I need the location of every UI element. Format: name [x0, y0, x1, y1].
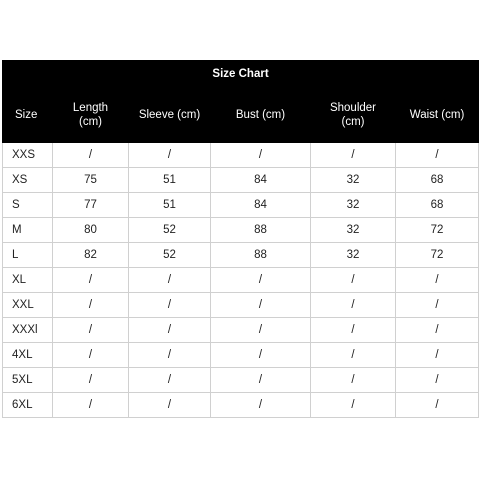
cell-size: M: [3, 218, 53, 243]
cell-bust: /: [211, 293, 311, 318]
cell-length: /: [53, 268, 129, 293]
table-row: [3, 368, 479, 393]
cell-waist: 68: [396, 193, 479, 218]
cell-sleeve: /: [129, 143, 211, 168]
cell-size: XXXl: [3, 318, 53, 343]
cell-shoulder: /: [311, 318, 396, 343]
cell-shoulder: /: [311, 143, 396, 168]
header-size: Size: [3, 88, 53, 143]
cell-sleeve: /: [129, 393, 211, 418]
cell-waist: 72: [396, 243, 479, 268]
header-shoulder-line2: (cm): [341, 116, 365, 128]
header-sleeve: Sleeve (cm): [129, 88, 211, 143]
cell-bust: /: [211, 393, 311, 418]
table-row: [3, 243, 479, 268]
header-row: [3, 88, 479, 143]
cell-waist: /: [396, 293, 479, 318]
table-title: Size Chart: [3, 61, 479, 88]
cell-sleeve: 52: [129, 218, 211, 243]
cell-sleeve: /: [129, 268, 211, 293]
cell-bust: /: [211, 268, 311, 293]
cell-shoulder: /: [311, 393, 396, 418]
cell-waist: /: [396, 268, 479, 293]
cell-bust: 84: [211, 193, 311, 218]
cell-sleeve: 52: [129, 243, 211, 268]
cell-bust: 84: [211, 168, 311, 193]
cell-sleeve: 51: [129, 168, 211, 193]
cell-bust: /: [211, 343, 311, 368]
cell-length: /: [53, 143, 129, 168]
cell-size: 4XL: [3, 343, 53, 368]
cell-shoulder: 32: [311, 193, 396, 218]
cell-shoulder: /: [311, 368, 396, 393]
cell-bust: /: [211, 143, 311, 168]
table-row: [3, 218, 479, 243]
table-row: [3, 318, 479, 343]
cell-waist: /: [396, 368, 479, 393]
cell-sleeve: /: [129, 293, 211, 318]
header-length-line2: (cm): [79, 116, 102, 128]
cell-shoulder: /: [311, 343, 396, 368]
cell-size: XL: [3, 268, 53, 293]
title-row: [3, 61, 479, 88]
table-row: [3, 268, 479, 293]
cell-length: 75: [53, 168, 129, 193]
cell-length: 77: [53, 193, 129, 218]
table-row: [3, 343, 479, 368]
cell-waist: 68: [396, 168, 479, 193]
table-row: [3, 143, 479, 168]
cell-waist: /: [396, 343, 479, 368]
cell-shoulder: /: [311, 293, 396, 318]
cell-bust: 88: [211, 218, 311, 243]
cell-size: 6XL: [3, 393, 53, 418]
cell-shoulder: 32: [311, 243, 396, 268]
cell-bust: 88: [211, 243, 311, 268]
cell-length: /: [53, 293, 129, 318]
cell-waist: /: [396, 318, 479, 343]
cell-size: 5XL: [3, 368, 53, 393]
cell-length: 80: [53, 218, 129, 243]
size-chart-table: [2, 60, 479, 418]
cell-sleeve: 51: [129, 193, 211, 218]
table-row: [3, 168, 479, 193]
cell-shoulder: 32: [311, 218, 396, 243]
cell-size: XXL: [3, 293, 53, 318]
cell-shoulder: /: [311, 268, 396, 293]
cell-waist: /: [396, 143, 479, 168]
cell-length: 82: [53, 243, 129, 268]
cell-length: /: [53, 343, 129, 368]
cell-size: XS: [3, 168, 53, 193]
cell-waist: 72: [396, 218, 479, 243]
cell-sleeve: /: [129, 318, 211, 343]
cell-sleeve: /: [129, 368, 211, 393]
header-length: [53, 88, 129, 143]
cell-shoulder: 32: [311, 168, 396, 193]
table-row: [3, 393, 479, 418]
cell-length: /: [53, 368, 129, 393]
header-shoulder: [311, 88, 396, 143]
cell-length: /: [53, 393, 129, 418]
table-row: [3, 193, 479, 218]
header-length-line1: Length: [72, 102, 109, 114]
cell-sleeve: /: [129, 343, 211, 368]
cell-size: L: [3, 243, 53, 268]
cell-size: S: [3, 193, 53, 218]
header-shoulder-line1: Shoulder: [329, 102, 377, 114]
cell-bust: /: [211, 318, 311, 343]
table-body: [3, 143, 479, 418]
table-row: [3, 293, 479, 318]
cell-size: XXS: [3, 143, 53, 168]
header-waist: Waist (cm): [396, 88, 479, 143]
cell-waist: /: [396, 393, 479, 418]
cell-bust: /: [211, 368, 311, 393]
header-bust: Bust (cm): [211, 88, 311, 143]
cell-length: /: [53, 318, 129, 343]
